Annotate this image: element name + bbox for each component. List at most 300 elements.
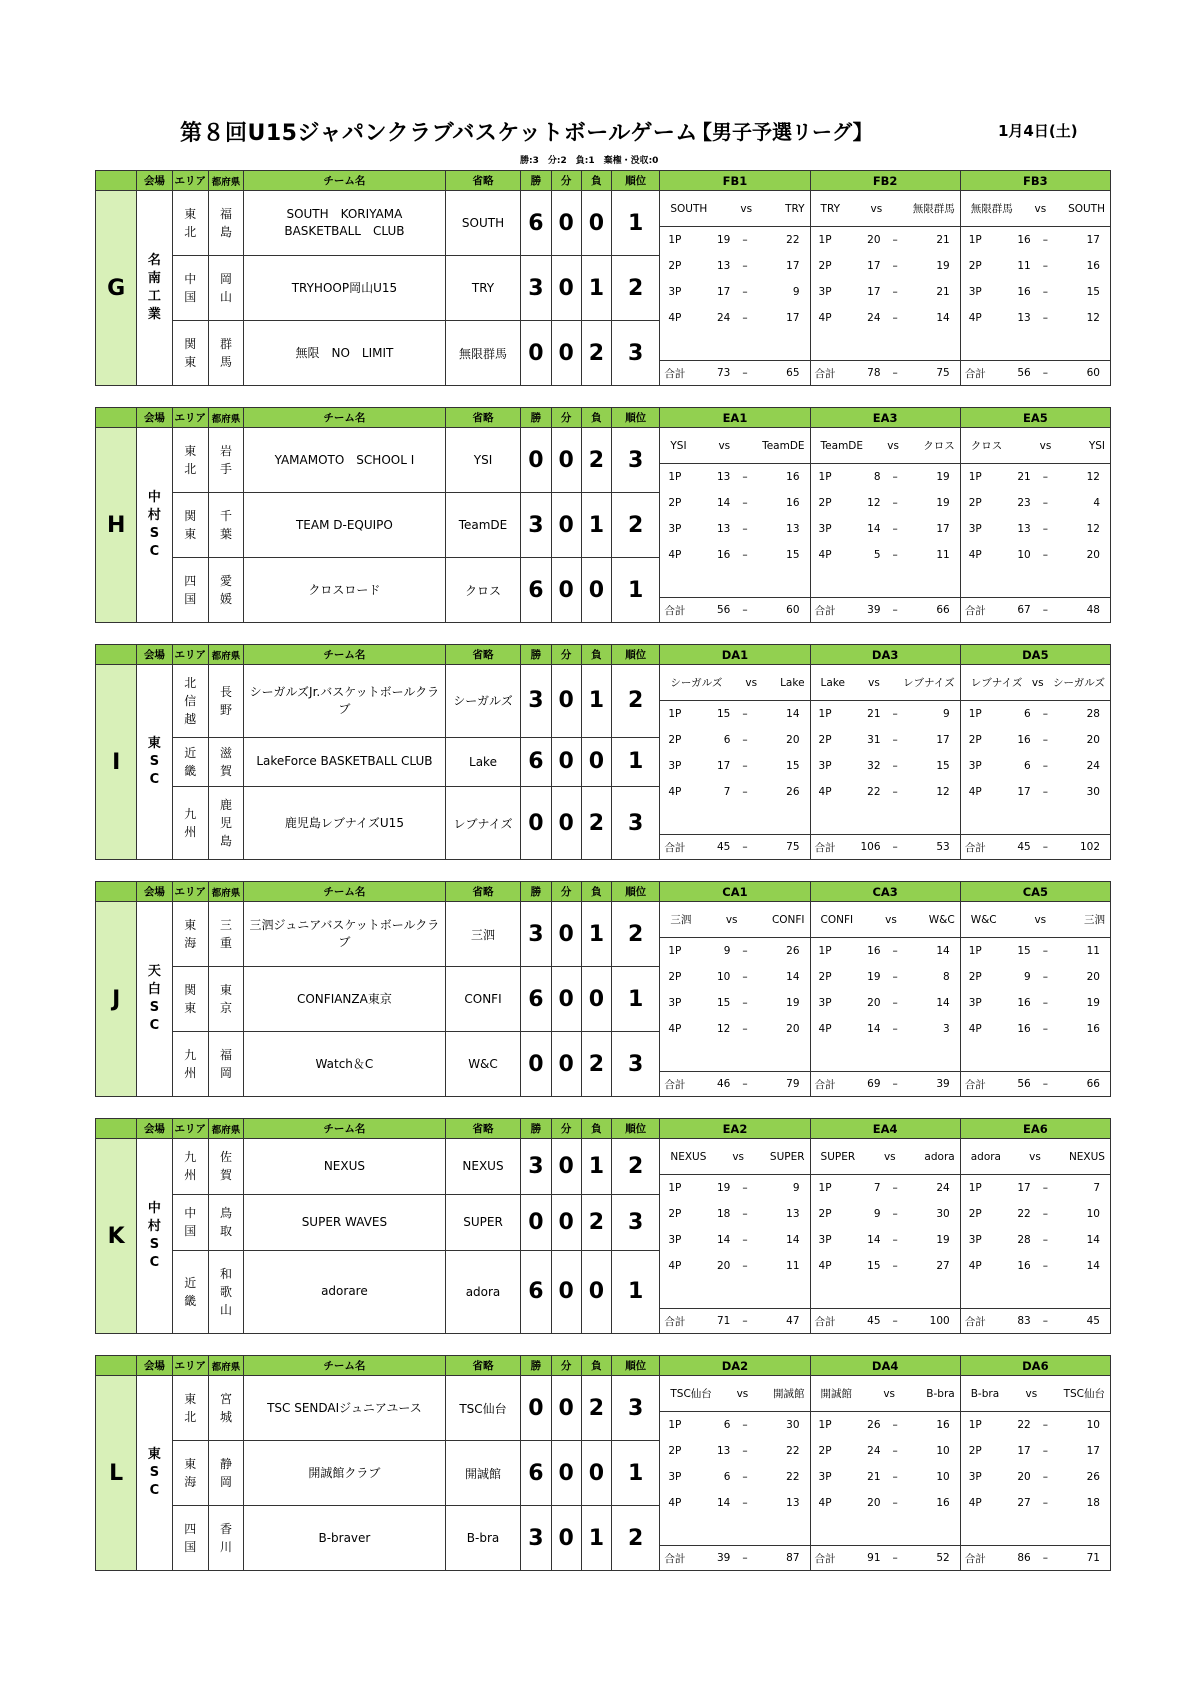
quarter-score-a: 16 [867,945,881,957]
team-rank: 3 [612,787,660,860]
score-dash: – [742,1445,748,1457]
score-dash: – [742,1234,748,1246]
team-losses: 1 [581,902,611,967]
quarter-label: 2P [818,734,832,746]
score-dash: – [1042,523,1048,535]
group-label: I [96,665,137,860]
quarter-score-a: 24 [867,1445,881,1457]
quarter-score-row [961,1490,1110,1516]
match-code: DA4 [810,1356,960,1376]
score-dash: – [1042,734,1048,746]
team-wins: 0 [521,428,551,493]
quarter-score-a: 11 [1017,260,1031,272]
team-draws: 0 [551,256,581,321]
match-team-a: NEXUS [670,1150,707,1163]
score-dash: – [892,1315,898,1327]
quarter-score-b: 24 [1086,760,1100,772]
score-dash: – [1042,260,1048,272]
quarter-score-b: 11 [1086,945,1100,957]
team-losses: 1 [581,493,611,558]
match-team-b: adora [924,1150,955,1163]
quarter-label: 1P [668,471,682,483]
team-prefecture: 福岡 [219,1048,232,1080]
quarter-score-b: 13 [786,1208,800,1220]
score-dash: – [1042,1234,1048,1246]
header-pref: 都府県 [208,645,243,665]
score-dash: – [742,260,748,272]
quarter-label: 1P [968,1419,982,1431]
group-table-l [95,1355,1111,1569]
quarter-score-b: 14 [786,971,800,983]
quarter-label: 4P [818,786,832,798]
quarter-score-b: 15 [786,760,800,772]
quarter-score-a: 9 [723,945,731,957]
total-label: 合計 [964,367,986,380]
quarter-score-b: 17 [936,523,950,535]
team-area: 東北 [184,1392,197,1424]
match-team-a: W&C [970,913,997,926]
quarter-score-row [961,253,1110,279]
quarter-score-b: 4 [1093,497,1100,509]
quarter-label: 4P [968,786,982,798]
total-score-b: 87 [786,1552,800,1564]
quarter-score-b: 17 [1086,1445,1100,1457]
team-area: 東海 [184,1457,197,1489]
quarter-label: 4P [668,786,682,798]
total-score-row [811,361,960,385]
score-dash: – [892,523,898,535]
quarter-score-a: 20 [1017,1471,1031,1483]
match-code: FB2 [810,171,960,191]
team-prefecture: 東京 [219,983,232,1015]
match-code: DA6 [960,1356,1110,1376]
quarter-score-a: 19 [867,971,881,983]
match-team-a: 無限群馬 [970,203,1013,215]
quarter-score-a: 21 [867,708,881,720]
quarter-label: 3P [968,1234,982,1246]
total-score-b: 48 [1086,604,1100,616]
team-draws: 0 [551,558,581,623]
quarter-score-a: 14 [717,497,731,509]
quarter-score-b: 30 [786,1419,800,1431]
quarter-score-b: 14 [786,708,800,720]
total-score-a: 45 [717,841,731,853]
quarter-label: 1P [968,1182,982,1194]
match-vs: vs [740,202,753,215]
quarter-score-b: 16 [786,471,800,483]
quarter-score-b: 22 [786,234,800,246]
quarter-label: 3P [968,1471,982,1483]
match-team-a: B-bra [970,1387,1000,1400]
quarter-score-b: 14 [1086,1234,1100,1246]
team-rank: 1 [612,737,660,786]
match-team-b: W&C [928,913,955,926]
score-dash: – [1042,1419,1048,1431]
header-venue: 会場 [137,645,172,665]
quarter-score-b: 20 [1086,549,1100,561]
team-area: 関東 [184,509,197,541]
total-score-row [811,1309,960,1333]
quarter-score-b: 22 [786,1445,800,1457]
quarter-score-a: 20 [867,997,881,1009]
total-score-a: 56 [717,604,731,616]
team-draws: 0 [551,967,581,1032]
match-code: DA1 [660,645,810,665]
team-wins: 0 [521,787,551,860]
match-team-b: NEXUS [1068,1150,1105,1163]
team-name: 無限 NO LIMIT [295,345,394,360]
team-losses: 1 [581,1139,611,1195]
score-dash: – [742,1182,748,1194]
score-dash: – [1042,1497,1048,1509]
header-loss: 負 [581,408,611,428]
score-dash: – [742,549,748,561]
score-dash: – [892,760,898,772]
quarter-score-row [811,753,960,779]
header-draw: 分 [551,408,581,428]
match-box [660,665,810,860]
quarter-score-a: 22 [1017,1208,1031,1220]
team-prefecture: 和歌山 [219,1266,232,1317]
total-label: 合計 [964,1315,986,1328]
quarter-score-row [811,516,960,542]
venue-name: 中村SC [147,490,161,559]
team-rank: 3 [612,1194,660,1250]
score-dash: – [742,234,748,246]
match-vs: vs [883,1150,896,1163]
match-team-b: クロス [923,440,955,452]
team-area: 関東 [184,337,197,369]
total-label: 合計 [814,604,836,617]
total-score-b: 71 [1086,1552,1100,1564]
quarter-score-a: 14 [867,1234,881,1246]
team-draws: 0 [551,1376,581,1441]
quarter-score-a: 14 [867,1023,881,1035]
score-dash: – [1042,971,1048,983]
header-pref: 都府県 [208,882,243,902]
total-score-row [660,361,809,385]
team-name: 鹿児島レブナイズU15 [284,815,404,830]
score-dash: – [742,1497,748,1509]
score-dash: – [1042,945,1048,957]
quarter-score-b: 10 [936,1445,950,1457]
quarter-score-a: 23 [1017,497,1031,509]
quarter-score-a: 13 [717,260,731,272]
quarter-label: 1P [818,1182,832,1194]
team-prefecture: 三重 [219,918,232,950]
score-dash: – [742,1208,748,1220]
total-score-b: 66 [1086,1078,1100,1090]
total-label: 合計 [964,604,986,617]
quarter-score-row [961,1201,1110,1227]
total-label: 合計 [964,841,986,854]
team-area: 九州 [184,1048,197,1080]
header-draw: 分 [551,1356,581,1376]
quarter-score-row [660,990,809,1016]
team-abbr: YSI [445,428,521,493]
quarter-score-a: 31 [867,734,881,746]
team-rank: 2 [612,1506,660,1571]
team-rank: 3 [612,1032,660,1097]
quarter-score-b: 14 [936,312,950,324]
quarter-score-row [811,1175,960,1201]
quarter-score-row [811,964,960,990]
total-label: 合計 [664,1315,686,1328]
quarter-label: 4P [668,549,682,561]
header-rank: 順位 [612,645,660,665]
quarter-label: 2P [818,1445,832,1457]
total-score-b: 47 [786,1315,800,1327]
quarter-score-row [660,542,809,568]
match-team-b: SUPER [769,1150,805,1163]
quarter-score-row [961,1253,1110,1279]
total-score-row [811,1072,960,1096]
quarter-label: 4P [818,1023,832,1035]
team-prefecture: 長野 [219,684,232,717]
team-draws: 0 [551,1032,581,1097]
quarter-label: 4P [968,1260,982,1272]
score-dash: – [892,312,898,324]
quarter-score-row [961,779,1110,805]
group-table-i [95,644,1111,858]
group-label: G [96,191,137,386]
quarter-score-b: 24 [936,1182,950,1194]
quarter-label: 1P [668,234,682,246]
team-row [96,902,1111,967]
quarter-score-row [660,964,809,990]
quarter-score-b: 17 [936,734,950,746]
quarter-score-a: 20 [867,234,881,246]
quarter-score-row [811,490,960,516]
team-area: 九州 [184,1150,197,1183]
header-loss: 負 [581,645,611,665]
quarter-score-b: 26 [786,945,800,957]
quarter-label: 2P [968,1445,982,1457]
header-win: 勝 [521,171,551,191]
team-area: 四国 [184,1522,197,1554]
match-team-a: 開誠館 [820,1388,853,1400]
quarter-score-b: 13 [786,523,800,535]
team-name: NEXUS [323,1158,365,1173]
score-dash: – [1042,234,1048,246]
quarter-score-a: 21 [867,1471,881,1483]
points-note: 勝:3 分:2 負:1 棄権・没収:0 [520,156,659,166]
header-draw: 分 [551,171,581,191]
match-box [660,191,810,386]
match-vs: vs [725,913,738,926]
total-score-a: 39 [867,604,881,616]
quarter-label: 2P [968,497,982,509]
team-losses: 2 [581,787,611,860]
quarter-score-b: 12 [1086,523,1100,535]
quarter-score-row [961,1464,1110,1490]
quarter-score-row [660,1490,809,1516]
team-draws: 0 [551,1250,581,1333]
quarter-label: 3P [968,523,982,535]
team-wins: 0 [521,1376,551,1441]
total-score-a: 67 [1017,604,1031,616]
match-pairing [660,191,809,227]
team-prefecture: 福島 [219,207,232,239]
match-box [960,428,1110,623]
team-prefecture: 岡山 [219,272,232,304]
match-pairing [811,428,960,464]
team-abbr: SOUTH [445,191,521,256]
score-dash: – [1042,367,1048,379]
quarter-score-row [811,227,960,253]
quarter-label: 3P [668,760,682,772]
match-pairing [811,902,960,938]
total-score-a: 73 [717,367,731,379]
score-dash: – [742,997,748,1009]
score-dash: – [742,312,748,324]
total-score-row [660,598,809,622]
total-label: 合計 [814,367,836,380]
quarter-label: 2P [968,971,982,983]
team-abbr: adora [445,1250,521,1333]
quarter-label: 4P [818,1497,832,1509]
quarter-score-a: 7 [873,1182,881,1194]
score-dash: – [892,471,898,483]
team-losses: 1 [581,665,611,738]
match-pairing [660,665,809,701]
team-losses: 2 [581,321,611,386]
team-abbr: CONFI [445,967,521,1032]
quarter-score-row [811,1464,960,1490]
score-dash: – [742,1023,748,1035]
quarter-label: 1P [668,1182,682,1194]
quarter-score-a: 21 [1017,471,1031,483]
quarter-score-row [961,516,1110,542]
score-dash: – [742,841,748,853]
quarter-score-b: 19 [936,260,950,272]
total-score-a: 46 [717,1078,731,1090]
quarter-score-a: 17 [867,286,881,298]
team-rank: 3 [612,321,660,386]
quarter-score-b: 18 [1086,1497,1100,1509]
total-score-a: 39 [717,1552,731,1564]
score-dash: – [1042,1315,1048,1327]
quarter-score-row [961,1412,1110,1438]
match-box [810,428,960,623]
score-dash: – [1042,1078,1048,1090]
score-dash: – [742,1260,748,1272]
team-losses: 0 [581,1250,611,1333]
team-abbr: 無限群馬 [445,321,521,386]
group-table-k [95,1118,1111,1332]
quarter-score-row [811,1438,960,1464]
score-dash: – [1042,497,1048,509]
match-code: FB1 [660,171,810,191]
quarter-label: 1P [968,234,982,246]
team-row [96,1376,1111,1441]
match-vs: vs [732,1150,745,1163]
quarter-score-b: 17 [1086,234,1100,246]
quarter-label: 4P [818,549,832,561]
team-name: TEAM D-EQUIPO [295,517,393,532]
match-code: EA2 [660,1119,810,1139]
header-blank [96,171,137,191]
quarter-score-a: 15 [717,997,731,1009]
score-dash: – [742,604,748,616]
team-abbr: W&C [445,1032,521,1097]
header-abbr: 省略 [445,645,521,665]
header-team: チーム名 [244,171,446,191]
venue-name: 中村SC [147,1201,161,1270]
quarter-score-b: 3 [943,1023,950,1035]
quarter-score-row [811,253,960,279]
team-abbr: 三泗 [445,902,521,967]
quarter-score-b: 16 [936,1497,950,1509]
quarter-score-row [961,464,1110,490]
team-wins: 0 [521,1032,551,1097]
team-losses: 1 [581,1506,611,1571]
team-name: クロスロード [308,582,381,597]
quarter-score-a: 26 [867,1419,881,1431]
score-dash: – [892,945,898,957]
quarter-score-a: 19 [717,1182,731,1194]
group-label: L [96,1376,137,1571]
quarter-score-row [811,1016,960,1042]
team-wins: 6 [521,1441,551,1506]
quarter-score-a: 14 [867,523,881,535]
header-draw: 分 [551,882,581,902]
total-score-row [660,1072,809,1096]
quarter-label: 2P [668,1445,682,1457]
score-dash: – [1042,1208,1048,1220]
score-dash: – [1042,1445,1048,1457]
team-prefecture: 鳥取 [219,1206,232,1239]
team-wins: 3 [521,1506,551,1571]
match-box [960,665,1110,860]
quarter-score-a: 5 [873,549,881,561]
quarter-score-row [811,1490,960,1516]
team-wins: 0 [521,321,551,386]
quarter-score-b: 7 [1093,1182,1100,1194]
team-draws: 0 [551,1506,581,1571]
match-team-b: シーガルズ [1053,677,1105,689]
quarter-label: 2P [818,260,832,272]
header-pref: 都府県 [208,408,243,428]
score-dash: – [1042,760,1048,772]
quarter-score-b: 12 [1086,312,1100,324]
quarter-score-row [660,464,809,490]
total-score-a: 91 [867,1552,881,1564]
match-team-b: CONFI [771,913,805,926]
header-area: エリア [172,1119,208,1139]
quarter-score-a: 16 [717,549,731,561]
score-dash: – [892,497,898,509]
quarter-score-a: 12 [867,497,881,509]
quarter-score-b: 15 [936,760,950,772]
quarter-label: 4P [668,1260,682,1272]
match-team-a: TRY [820,202,840,215]
team-name: LakeForce BASKETBALL CLUB [256,754,433,769]
quarter-label: 3P [818,286,832,298]
quarter-score-row [660,727,809,753]
team-area: 中国 [184,272,197,304]
team-draws: 0 [551,737,581,786]
header-abbr: 省略 [445,1119,521,1139]
team-abbr: TeamDE [445,493,521,558]
quarter-score-row [660,1412,809,1438]
header-loss: 負 [581,882,611,902]
match-pairing [811,1139,960,1175]
quarter-label: 3P [668,523,682,535]
quarter-score-a: 16 [1017,234,1031,246]
quarter-label: 2P [668,1208,682,1220]
team-area: 東北 [184,207,197,239]
